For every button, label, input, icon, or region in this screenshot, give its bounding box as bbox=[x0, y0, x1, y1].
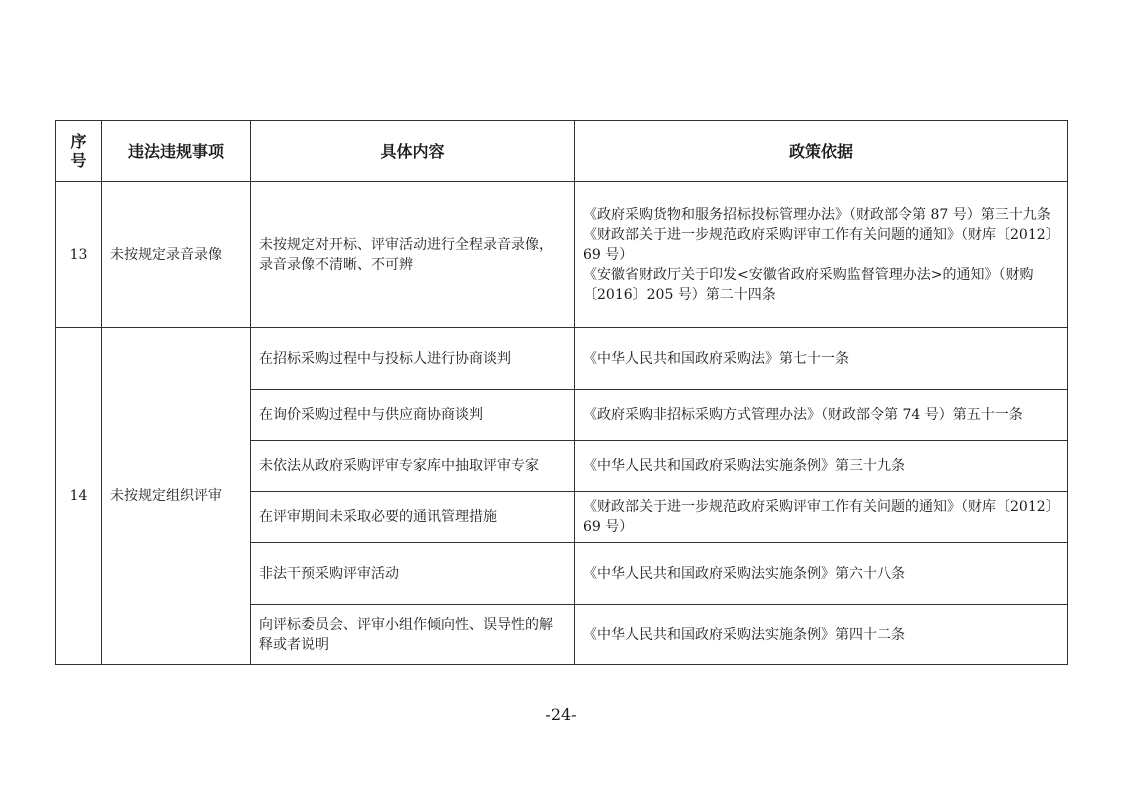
table-row bbox=[56, 182, 1068, 328]
row-basis bbox=[575, 492, 1068, 543]
table-header-row bbox=[56, 121, 1068, 182]
basis-line: 《政府采购货物和服务招标投标管理办法》（财政部令第 87 号）第三十九条 bbox=[583, 206, 1051, 223]
row-basis bbox=[575, 328, 1068, 390]
row-basis bbox=[575, 605, 1068, 665]
basis-line: 《财政部关于进一步规范政府采购评审工作有关问题的通知》（财库〔2012〕69 号） bbox=[583, 499, 1053, 535]
row-basis bbox=[575, 543, 1068, 605]
row-seq: 13 bbox=[56, 182, 102, 328]
row-content: 非法干预采购评审活动 bbox=[251, 543, 575, 605]
row-content: 未按规定对开标、评审活动进行全程录音录像，录音录像不清晰、不可辨 bbox=[251, 182, 575, 328]
row-basis bbox=[575, 182, 1068, 328]
basis-line: 《中华人民共和国政府采购法实施条例》第六十八条 bbox=[583, 565, 905, 582]
basis-line: 《中华人民共和国政府采购法》第七十一条 bbox=[583, 350, 849, 367]
header-item: 违法违规事项 bbox=[102, 121, 251, 182]
page-number: -24- bbox=[545, 705, 577, 724]
header-seq bbox=[56, 121, 102, 182]
row-basis bbox=[575, 441, 1068, 492]
header-content: 具体内容 bbox=[251, 121, 575, 182]
row-item: 未按规定组织评审 bbox=[102, 328, 251, 665]
table-row bbox=[56, 328, 1068, 390]
row-basis bbox=[575, 390, 1068, 441]
basis-line: 《财政部关于进一步规范政府采购评审工作有关问题的通知》（财库〔2012〕69 号） bbox=[583, 226, 1053, 263]
violations-table bbox=[55, 120, 1068, 665]
row-content: 未依法从政府采购评审专家库中抽取评审专家 bbox=[251, 441, 575, 492]
row-content: 在询价采购过程中与供应商协商谈判 bbox=[251, 390, 575, 441]
basis-line: 《政府采购非招标采购方式管理办法》（财政部令第 74 号）第五十一条 bbox=[583, 407, 1023, 423]
row-content: 向评标委员会、评审小组作倾向性、误导性的解释或者说明 bbox=[251, 605, 575, 665]
basis-line: 《中华人民共和国政府采购法实施条例》第三十九条 bbox=[583, 458, 905, 474]
basis-line: 《中华人民共和国政府采购法实施条例》第四十二条 bbox=[583, 626, 905, 643]
row-seq: 14 bbox=[56, 328, 102, 665]
row-content: 在评审期间未采取必要的通讯管理措施 bbox=[251, 492, 575, 543]
basis-line: 《安徽省财政厅关于印发<安徽省政府采购监督管理办法>的通知》（财购〔2016〕205 号）第二十四条 bbox=[583, 266, 1034, 303]
header-seq-label: 序 号 bbox=[70, 132, 87, 170]
row-content: 在招标采购过程中与投标人进行协商谈判 bbox=[251, 328, 575, 390]
header-basis: 政策依据 bbox=[575, 121, 1068, 182]
row-item: 未按规定录音录像 bbox=[102, 182, 251, 328]
